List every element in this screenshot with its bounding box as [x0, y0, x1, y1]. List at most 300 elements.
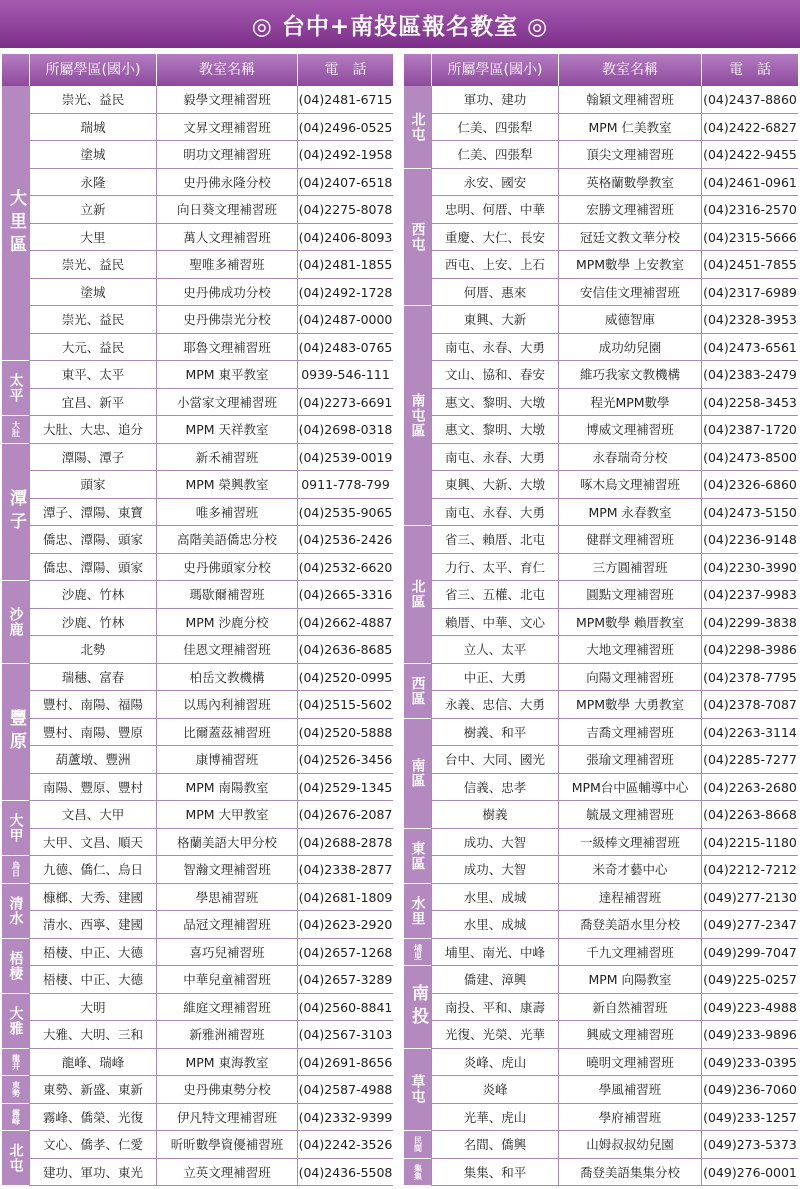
- cell-classroom-name: 學風補習班: [558, 1076, 701, 1103]
- district-name: 草屯: [409, 1074, 426, 1105]
- district-label: [2, 856, 29, 884]
- table-row: [2, 746, 393, 774]
- cell-school-district: 大甲、文昌、順天: [29, 829, 156, 856]
- cell-school-district: 頭家: [29, 471, 156, 498]
- cell-school-district: 南屯、永春、大勇: [431, 334, 558, 361]
- cell-school-district: 名間、僑興: [431, 1131, 558, 1158]
- cell-school-district: 省三、五權、北屯: [431, 581, 558, 608]
- table-row: [2, 664, 393, 692]
- table-row: [2, 169, 393, 197]
- cell-school-district: 瑞城: [29, 114, 156, 141]
- cell-school-district: 永隆: [29, 169, 156, 196]
- cell-school-district: 僑建、漳興: [431, 966, 558, 993]
- district-name: 西屯: [409, 221, 426, 252]
- cell-classroom-name: 維庭文理補習班: [156, 994, 297, 1021]
- header-school-district: 所屬學區(國小): [29, 54, 156, 86]
- header-classroom-name: 教室名稱: [558, 54, 701, 86]
- cell-classroom-name: 昕昕數學資優補習班: [156, 1131, 297, 1158]
- cell-classroom-name: 佳恩文理補習班: [156, 636, 297, 663]
- cell-school-district: 文昌、大甲: [29, 801, 156, 828]
- district-name: 太平: [7, 373, 24, 403]
- table-row: [404, 1049, 798, 1077]
- table-row: [404, 774, 798, 802]
- table-row: [404, 719, 798, 747]
- cell-classroom-name: 向陽文理補習班: [558, 664, 701, 691]
- cell-phone: (04)2532-6620: [297, 554, 393, 581]
- table-row: [2, 856, 393, 884]
- district-label: [2, 884, 29, 939]
- cell-phone: (049)233-0395: [701, 1049, 798, 1076]
- cell-phone: (04)2473-6561: [701, 334, 798, 361]
- cell-school-district: 南屯、永春、大勇: [431, 444, 558, 471]
- cell-phone: (04)2535-9065: [297, 499, 393, 526]
- table-row: [404, 554, 798, 582]
- cell-phone: (04)2587-4988: [297, 1076, 393, 1103]
- cell-school-district: 豐村、南陽、福陽: [29, 691, 156, 718]
- district-label: [2, 361, 29, 416]
- cell-phone: (04)2657-1268: [297, 939, 393, 966]
- table-row: [2, 334, 393, 362]
- district-label: [404, 1049, 431, 1132]
- cell-phone: (04)2492-1728: [297, 279, 393, 306]
- cell-phone: (04)2406-8093: [297, 224, 393, 251]
- cell-phone: (04)2230-3990: [701, 554, 798, 581]
- cell-school-district: 崇光、益民: [29, 251, 156, 278]
- district-label: [404, 664, 431, 719]
- header-corner: [2, 54, 29, 86]
- cell-school-district: 大明: [29, 994, 156, 1021]
- table-row: [404, 471, 798, 499]
- cell-classroom-name: 格蘭美語大甲分校: [156, 829, 297, 856]
- header-school-district: 所屬學區(國小): [431, 54, 558, 86]
- cell-phone: 0911-778-799: [297, 471, 393, 498]
- district-label: [2, 1076, 29, 1104]
- page-title-banner: [0, 0, 800, 48]
- table-row: [2, 966, 393, 994]
- district-name: 梧棲: [7, 950, 24, 981]
- district-label: [2, 444, 29, 582]
- cell-school-district: 埔里、南光、中峰: [431, 939, 558, 966]
- district-name: 西區: [409, 675, 426, 706]
- cell-phone: 0939-546-111: [297, 361, 393, 388]
- table-row: [404, 111, 798, 142]
- cell-classroom-name: 喜巧兒補習班: [156, 939, 297, 966]
- cell-school-district: 僑忠、潭陽、頭家: [29, 526, 156, 553]
- cell-classroom-name: 圓點文理補習班: [558, 581, 701, 608]
- cell-classroom-name: 山姆叔叔幼兒園: [558, 1131, 701, 1158]
- district-label: [2, 416, 29, 444]
- table-row: [2, 1021, 393, 1049]
- cell-phone: (04)2481-6715: [297, 86, 393, 113]
- cell-school-district: 瑞穗、富春: [29, 664, 156, 691]
- cell-phone: (04)2526-3456: [297, 746, 393, 773]
- table-row: [2, 691, 393, 719]
- table-row: [404, 609, 798, 637]
- cell-phone: (04)2473-5150: [701, 499, 798, 526]
- cell-classroom-name: 學思補習班: [156, 884, 297, 911]
- cell-classroom-name: 新雅洲補習班: [156, 1021, 297, 1048]
- table-row: [404, 1159, 798, 1187]
- cell-phone: (04)2483-0765: [297, 334, 393, 361]
- district-label: [2, 86, 29, 361]
- cell-phone: (049)236-7060: [701, 1076, 798, 1103]
- cell-phone: (04)2316-2570: [701, 196, 798, 223]
- cell-school-district: 沙鹿、竹林: [29, 581, 156, 608]
- table-row: [404, 636, 798, 664]
- cell-classroom-name: 翰穎文理補習班: [558, 86, 701, 113]
- district-name: 大雅: [7, 1005, 24, 1036]
- cell-phone: (04)2688-2878: [297, 829, 393, 856]
- cell-school-district: 仁美、四張犁: [431, 141, 558, 168]
- cell-school-district: 龍峰、瑞峰: [29, 1049, 156, 1076]
- cell-school-district: 忠明、何厝、中華: [431, 196, 558, 223]
- cell-classroom-name: 喬登美語水里分校: [558, 911, 701, 938]
- cell-school-district: 南投、平和、康壽: [431, 994, 558, 1021]
- cell-school-district: 光復、光榮、光華: [431, 1021, 558, 1048]
- cell-school-district: 何厝、惠來: [431, 279, 558, 306]
- table-row: [2, 994, 393, 1022]
- cell-classroom-name: 伊凡特文理補習班: [156, 1104, 297, 1131]
- cell-classroom-name: MPM數學 上安教室: [558, 251, 701, 278]
- cell-phone: (04)2698-0318: [297, 416, 393, 443]
- cell-school-district: 水里、成城: [431, 884, 558, 911]
- cell-school-district: 潭陽、潭子: [29, 444, 156, 471]
- cell-school-district: 宜昌、新平: [29, 389, 156, 416]
- table-row: [404, 306, 798, 334]
- district-name: 東勢: [11, 1081, 21, 1098]
- cell-classroom-name: 曉明文理補習班: [558, 1049, 701, 1076]
- cell-classroom-name: 三方圓補習班: [558, 554, 701, 581]
- cell-school-district: 東勢、新盛、東新: [29, 1076, 156, 1103]
- cell-classroom-name: 中華兒童補習班: [156, 966, 297, 993]
- cell-school-district: 重慶、大仁、長安: [431, 224, 558, 251]
- cell-classroom-name: 柏岳文教機構: [156, 664, 297, 691]
- cell-phone: (04)2422-6827: [701, 114, 798, 141]
- table-row: [404, 1131, 798, 1159]
- table-row: [404, 169, 798, 197]
- cell-school-district: 水里、成城: [431, 911, 558, 938]
- district-name: 埔里: [413, 943, 423, 960]
- cell-school-district: 九德、僑仁、烏日: [29, 856, 156, 883]
- cell-classroom-name: 威德智庫: [558, 306, 701, 333]
- cell-classroom-name: 小當家文理補習班: [156, 389, 297, 416]
- district-name: 東區: [409, 840, 426, 871]
- cell-school-district: 東興、大新: [431, 306, 558, 333]
- cell-phone: (04)2492-1958: [297, 141, 393, 168]
- table-row: [2, 416, 393, 444]
- cell-classroom-name: 新禾補習班: [156, 444, 297, 471]
- cell-phone: (04)2263-8668: [701, 801, 798, 828]
- cell-school-district: 南屯、永春、大勇: [431, 499, 558, 526]
- table-row: [2, 251, 393, 279]
- cell-school-district: 北勢: [29, 636, 156, 663]
- cell-school-district: 清水、西寧、建國: [29, 911, 156, 938]
- cell-classroom-name: 史丹佛頭家分校: [156, 554, 297, 581]
- cell-phone: (04)2212-7212: [701, 856, 798, 883]
- cell-phone: (04)2496-0525: [297, 114, 393, 141]
- cell-classroom-name: MPM 天祥教室: [156, 416, 297, 443]
- cell-classroom-name: 博威文理補習班: [558, 416, 701, 443]
- district-name: 大甲: [7, 813, 24, 843]
- cell-school-district: 建功、軍功、東光: [29, 1159, 156, 1186]
- table-row: [404, 746, 798, 774]
- cell-phone: (04)2263-3114: [701, 719, 798, 746]
- cell-classroom-name: 宏勝文理補習班: [558, 196, 701, 223]
- cell-classroom-name: 向日葵文理補習班: [156, 196, 297, 223]
- cell-classroom-name: MPM 東海教室: [156, 1049, 297, 1076]
- cell-phone: (04)2520-0995: [297, 664, 393, 691]
- cell-phone: (049)225-0257: [701, 966, 798, 993]
- cell-school-district: 炎峰: [431, 1076, 558, 1103]
- table-row: [404, 691, 798, 719]
- cell-classroom-name: 以馬內利補習班: [156, 691, 297, 718]
- cell-phone: (049)276-0001: [701, 1159, 798, 1186]
- table-row: [2, 526, 393, 554]
- cell-phone: (04)2539-0019: [297, 444, 393, 471]
- table-row: [2, 141, 393, 169]
- cell-phone: (04)2636-8685: [297, 636, 393, 663]
- cell-school-district: 沙鹿、竹林: [29, 609, 156, 636]
- district-name: 南區: [409, 758, 426, 788]
- cell-school-district: 塗城: [29, 279, 156, 306]
- cell-classroom-name: MPM台中區輔導中心: [558, 774, 701, 801]
- table-row: [404, 801, 798, 829]
- district-label: [404, 719, 431, 829]
- district-label: [404, 939, 431, 967]
- cell-school-district: 大肚、大忠、追分: [29, 416, 156, 443]
- district-label: [2, 1131, 29, 1186]
- cell-school-district: 永義、忠信、大勇: [431, 691, 558, 718]
- cell-classroom-name: 新自然補習班: [558, 994, 701, 1021]
- cell-phone: (04)2299-3838: [701, 609, 798, 636]
- cell-classroom-name: 一級棒文理補習班: [558, 829, 701, 856]
- cell-phone: (04)2242-3526: [297, 1131, 393, 1158]
- cell-phone: (049)273-5373: [701, 1131, 798, 1158]
- cell-classroom-name: MPM數學 賴厝教室: [558, 609, 701, 636]
- cell-school-district: 軍功、建功: [431, 86, 558, 113]
- cell-phone: (04)2461-0961: [701, 169, 798, 196]
- cell-school-district: 台中、大同、國光: [431, 746, 558, 773]
- table-row: [404, 939, 798, 967]
- cell-phone: (049)277-2130: [701, 884, 798, 911]
- cell-classroom-name: 智瀚文理補習班: [156, 856, 297, 883]
- cell-classroom-name: MPM 沙鹿分校: [156, 609, 297, 636]
- cell-school-district: 梧棲、中正、大德: [29, 966, 156, 993]
- header-classroom-name: 教室名稱: [156, 54, 297, 86]
- cell-phone: (04)2258-3453: [701, 389, 798, 416]
- table-row: [2, 636, 393, 664]
- cell-phone: (04)2263-2680: [701, 774, 798, 801]
- table-row: [2, 196, 393, 224]
- cell-classroom-name: 米奇才藝中心: [558, 856, 701, 883]
- cell-classroom-name: 健群文理補習班: [558, 526, 701, 553]
- cell-classroom-name: 成功幼兒園: [558, 334, 701, 361]
- cell-school-district: 大雅、大明、三和: [29, 1021, 156, 1048]
- table-row: [2, 361, 393, 389]
- cell-phone: (04)2676-2087: [297, 801, 393, 828]
- table-row: [404, 196, 798, 224]
- cell-school-district: 樹義: [431, 801, 558, 828]
- district-name: 龍井: [11, 1053, 21, 1070]
- cell-school-district: 大元、益民: [29, 334, 156, 361]
- district-label: [404, 966, 431, 1049]
- district-name: 豐原: [6, 708, 26, 755]
- table-row: [404, 994, 798, 1022]
- cell-school-district: 樹義、和平: [431, 719, 558, 746]
- cell-classroom-name: 達程補習班: [558, 884, 701, 911]
- district-label: [404, 1131, 431, 1159]
- cell-classroom-name: 明功文理補習班: [156, 141, 297, 168]
- table-row: [404, 86, 798, 114]
- cell-phone: (04)2657-3289: [297, 966, 393, 993]
- cell-classroom-name: 學府補習班: [558, 1104, 701, 1131]
- cell-phone: (04)2529-1345: [297, 774, 393, 801]
- cell-classroom-name: 喬登美語集集分校: [558, 1159, 701, 1186]
- cell-school-district: 成功、大智: [431, 829, 558, 856]
- cell-school-district: 梧棲、中正、大德: [29, 939, 156, 966]
- district-label: [2, 801, 29, 856]
- table-row: [2, 1159, 393, 1187]
- cell-school-district: 塗城: [29, 141, 156, 168]
- district-label: [404, 306, 431, 526]
- cell-classroom-name: MPM 南陽教室: [156, 774, 297, 801]
- cell-phone: (04)2691-8656: [297, 1049, 393, 1076]
- cell-school-district: 立新: [29, 196, 156, 223]
- district-label: [2, 994, 29, 1049]
- table-row: [2, 829, 393, 857]
- cell-school-district: 東平、太平: [29, 361, 156, 388]
- cell-phone: (04)2623-2920: [297, 911, 393, 938]
- table-row: [404, 966, 798, 994]
- cell-school-district: 崇光、益民: [29, 86, 156, 113]
- cell-phone: (04)2536-2426: [297, 526, 393, 553]
- cell-classroom-name: 瑪歇爾補習班: [156, 581, 297, 608]
- cell-school-district: 豐村、南陽、豐原: [29, 719, 156, 746]
- cell-school-district: 炎峰、虎山: [431, 1049, 558, 1076]
- cell-phone: (04)2315-5666: [701, 224, 798, 251]
- district-name: 清水: [7, 895, 24, 926]
- table-row: [2, 86, 393, 114]
- cell-phone: (04)2378-7795: [701, 664, 798, 691]
- cell-phone: (04)2560-8841: [297, 994, 393, 1021]
- table-row: [404, 279, 798, 307]
- cell-school-district: 南陽、豐原、豐村: [29, 774, 156, 801]
- cell-classroom-name: 史丹佛崇光分校: [156, 306, 297, 333]
- cell-classroom-name: 吉喬文理補習班: [558, 719, 701, 746]
- table-row: [2, 1049, 393, 1077]
- district-label: [2, 1104, 29, 1132]
- district-name: 北屯: [7, 1143, 24, 1173]
- district-name: 大肚: [11, 421, 21, 438]
- table-header: [404, 54, 798, 86]
- table-row: [2, 389, 393, 417]
- district-name: 潭子: [6, 488, 26, 535]
- cell-phone: (04)2326-6860: [701, 471, 798, 498]
- cell-phone: (04)2387-1720: [701, 416, 798, 443]
- table-row: [2, 911, 393, 939]
- cell-school-district: 文山、協和、春安: [431, 361, 558, 388]
- cell-school-district: 賴厝、中華、文心: [431, 609, 558, 636]
- cell-school-district: 惠文、黎明、大墩: [431, 416, 558, 443]
- table-right: [404, 54, 798, 1189]
- cell-phone: (04)2298-3986: [701, 636, 798, 663]
- table-row: [2, 1104, 393, 1132]
- district-name: 水里: [409, 895, 426, 926]
- table-row: [2, 719, 393, 747]
- cell-classroom-name: 康博補習班: [156, 746, 297, 773]
- table-row: [404, 416, 798, 444]
- table-row: [2, 1131, 393, 1159]
- cell-classroom-name: 立英文理補習班: [156, 1159, 297, 1186]
- district-label: [2, 1049, 29, 1077]
- cell-school-district: 惠文、黎明、大墩: [431, 389, 558, 416]
- table-row: [404, 221, 798, 252]
- table-row: [2, 884, 393, 912]
- table-row: [2, 774, 393, 802]
- district-name: 北屯: [409, 111, 426, 142]
- district-label: [2, 664, 29, 802]
- cell-phone: (049)233-9896: [701, 1021, 798, 1048]
- table-row: [404, 526, 798, 554]
- cell-classroom-name: 頂尖文理補習班: [558, 141, 701, 168]
- cell-phone: (04)2451-7855: [701, 251, 798, 278]
- district-name: 集集: [413, 1163, 423, 1180]
- cell-phone: (04)2273-6691: [297, 389, 393, 416]
- cell-classroom-name: 張瑜文理補習班: [558, 746, 701, 773]
- district-name: 北區: [409, 579, 426, 610]
- cell-school-district: 立人、太平: [431, 636, 558, 663]
- table-row: [2, 224, 393, 252]
- cell-classroom-name: 維巧我家文教機構: [558, 361, 701, 388]
- cell-phone: (04)2407-6518: [297, 169, 393, 196]
- cell-classroom-name: 比爾蓋茲補習班: [156, 719, 297, 746]
- district-name: 烏日: [11, 861, 21, 878]
- district-label: [404, 1159, 431, 1187]
- cell-school-district: 仁美、四張犁: [431, 114, 558, 141]
- cell-phone: (04)2275-8078: [297, 196, 393, 223]
- cell-phone: (04)2473-8500: [701, 444, 798, 471]
- cell-classroom-name: 毅學文理補習班: [156, 86, 297, 113]
- table-row: [2, 801, 393, 829]
- cell-phone: (04)2520-5888: [297, 719, 393, 746]
- table-row: [2, 306, 393, 334]
- header-phone: 電 話: [297, 54, 393, 86]
- cell-school-district: 集集、和平: [431, 1159, 558, 1186]
- cell-school-district: 崇光、益民: [29, 306, 156, 333]
- header-corner: [404, 54, 431, 86]
- table-row: [2, 606, 393, 637]
- district-label: [404, 169, 431, 307]
- cell-classroom-name: 興威文理補習班: [558, 1021, 701, 1048]
- cell-phone: (04)2285-7277: [701, 746, 798, 773]
- cell-phone: (04)2215-1180: [701, 829, 798, 856]
- table-row: [404, 389, 798, 417]
- table-row: [404, 334, 798, 362]
- table-row: [2, 499, 393, 527]
- cell-school-district: 潭子、潭陽、東寶: [29, 499, 156, 526]
- cell-school-district: 大里: [29, 224, 156, 251]
- cell-classroom-name: 史丹佛成功分校: [156, 279, 297, 306]
- district-name: 南投: [408, 983, 428, 1030]
- table-row: [404, 141, 798, 169]
- cell-phone: (049)299-7047: [701, 939, 798, 966]
- cell-phone: (04)2681-1809: [297, 884, 393, 911]
- cell-school-district: 東興、大新、大墩: [431, 471, 558, 498]
- table-row: [404, 856, 798, 884]
- header-phone: 電 話: [701, 54, 798, 86]
- table-row: [404, 1021, 798, 1049]
- cell-school-district: 葫蘆墩、豐洲: [29, 746, 156, 773]
